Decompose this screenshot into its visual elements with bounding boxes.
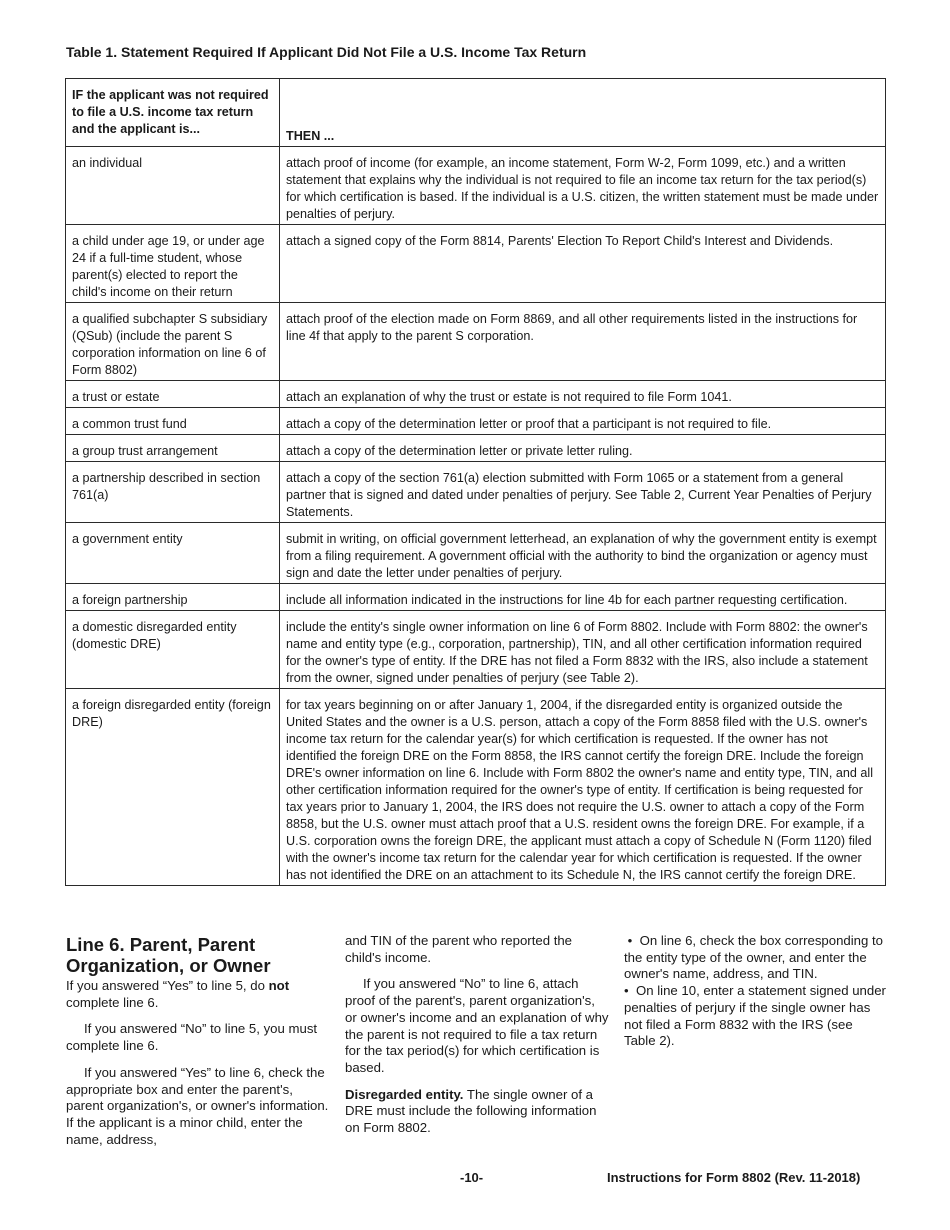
table-row [66, 381, 886, 408]
table-row [66, 462, 886, 523]
table-row [66, 611, 886, 689]
text: On line 6, check the box corresponding to the entity type of the owner, and enter the owner's name, address, and TIN. [624, 933, 884, 982]
cell-applicant-type: a trust or estate [66, 381, 280, 408]
cell-requirement: attach proof of the election made on Form 8869, and all other requirements listed in the instructions for line 4f that apply to the parent S corporation. [280, 303, 886, 381]
text: On line 10, enter a statement signed under penalties of perjury if the single owner has not filed a Form 8832 with the IRS (see Table 2). [624, 983, 886, 1049]
requirements-table [65, 78, 886, 886]
cell-applicant-type: an individual [66, 147, 280, 225]
table-row [66, 435, 886, 462]
cell-requirement: include all information indicated in the instructions for line 4b for each partner requesting certification. [280, 584, 886, 611]
text-column-1 [66, 933, 331, 1158]
text: complete line 6. [66, 994, 159, 1010]
table-row [66, 689, 886, 886]
cell-requirement: attach proof of income (for example, an income statement, Form W-2, Form 1099, etc.) and a written statement that explains why the individual is not required to file an income tax return for the tax period(s) for which certification is based. If the individual is a U.S. citizen, the written statement must be made under penalties of perjury. [280, 147, 886, 225]
paragraph: and TIN of the parent who reported the child's income. [345, 933, 573, 965]
cell-requirement: attach a copy of the determination letter or private letter ruling. [280, 435, 886, 462]
paragraph: If you answered “No” to line 5, you must complete line 6. [66, 1021, 318, 1054]
table-row [66, 225, 886, 303]
table-row [66, 303, 886, 381]
page-number: -10- [460, 1170, 484, 1185]
paragraph: If you answered “No” to line 6, attach proof of the parent's, parent organization's, or owner's income and an explanation of why the parent is not required to file a tax return for the tax period(s) for which certification is based. [345, 976, 609, 1075]
bullet-item [624, 983, 886, 1050]
cell-applicant-type: a common trust fund [66, 408, 280, 435]
cell-applicant-type: a domestic disregarded entity (domestic DRE) [66, 611, 280, 689]
bold-text: not [268, 978, 290, 993]
table-row [66, 408, 886, 435]
table-row [66, 523, 886, 584]
header-then: THEN ... [280, 79, 886, 147]
cell-applicant-type: a foreign disregarded entity (foreign DRE) [66, 689, 280, 886]
cell-requirement: attach a copy of the section 761(a) election submitted with Form 1065 or a statement from a general partner that is signed and dated under penalties of perjury. See Table 2, Current Year Penalties of Perjury Statements. [280, 462, 886, 523]
table-header-row [66, 79, 886, 147]
table-row [66, 584, 886, 611]
cell-requirement: for tax years beginning on or after January 1, 2004, if the disregarded entity is organized outside the United States and the owner is a U.S. person, attach a copy of the Form 8858 filed with the U.S. owner's income tax return for the calendar year(s) for which certification is requested. If the owner has not identified the foreign DRE on the Form 8858, the IRS cannot certify the foreign DRE. Include the foreign DRE's owner information on line 6. Include with Form 8802 the owner's name and entity type, TIN, and all other certification information required for the owner's type of entity. If certification is being requested for tax years prior to January 1, 2004, the IRS does not require the U.S. owner to attach a copy of the Form 8858, but the U.S. owner must attach proof that a U.S. resident owns the foreign DRE. For example, if a U.S. corporation owns the foreign DRE, the applicant must attach a copy of Schedule N (Form 1120) filed with the owner's income tax return for the calendar year for which certification is requested. If the owner has not identified the DRE on an attachment to its Schedule N, the IRS cannot certify the foreign DRE. [280, 689, 886, 886]
cell-applicant-type: a child under age 19, or under age 24 if a full-time student, whose parent(s) elected to report the child's income on their return [66, 225, 280, 303]
bullet-icon: • [624, 983, 629, 999]
text-column-3 [624, 933, 886, 1050]
cell-requirement: submit in writing, on official government letterhead, an explanation of why the government entity is exempt from a filing requirement. A government official with the authority to bind the organization or agency must sign and date the letter under penalties of perjury. [280, 523, 886, 584]
cell-applicant-type: a government entity [66, 523, 280, 584]
section-heading: Line 6. Parent, Parent Organization, or Owner [66, 934, 271, 976]
cell-applicant-type: a group trust arrangement [66, 435, 280, 462]
cell-applicant-type: a partnership described in section 761(a) [66, 462, 280, 523]
table-row [66, 147, 886, 225]
text-column-2 [345, 933, 610, 1147]
cell-requirement: attach a copy of the determination letter or proof that a participant is not required to file. [280, 408, 886, 435]
table-title: Table 1. Statement Required If Applicant Did Not File a U.S. Income Tax Return [66, 44, 587, 60]
cell-requirement: attach an explanation of why the trust or estate is not required to file Form 1041. [280, 381, 886, 408]
run-in-heading: Disregarded entity. [345, 1086, 464, 1102]
cell-requirement: include the entity's single owner information on line 6 of Form 8802. Include with Form 8802: the owner's name and entity type (e.g., corporation, partnership), TIN, and all other certification information required for the owner's type of entity. If the DRE has not filed a Form 8832 with the IRS, also include a statement from the owner, signed under penalties of perjury (see Table 2). [280, 611, 886, 689]
bullet-icon: • [627, 933, 633, 948]
form-reference: Instructions for Form 8802 (Rev. 11-2018) [607, 1170, 861, 1185]
text: The single owner of a DRE must include the following information on Form 8802. [345, 1086, 597, 1136]
cell-applicant-type: a qualified subchapter S subsidiary (QSub) (include the parent S corporation information on line 6 of Form 8802) [66, 303, 280, 381]
header-if: IF the applicant was not required to file a U.S. income tax return and the applicant is... [66, 79, 280, 147]
paragraph [66, 978, 331, 1011]
paragraph: If you answered “Yes” to line 6, check the appropriate box and enter the parent's, parent organization's, or owner's information. If the applicant is a minor child, enter the name, address, [66, 1064, 329, 1147]
cell-applicant-type: a foreign partnership [66, 584, 280, 611]
bullet-item [624, 933, 886, 983]
paragraph [345, 1087, 610, 1137]
cell-requirement: attach a signed copy of the Form 8814, Parents' Election To Report Child's Interest and Dividends. [280, 225, 886, 303]
text: If you answered “Yes” to line 5, do [66, 978, 269, 993]
